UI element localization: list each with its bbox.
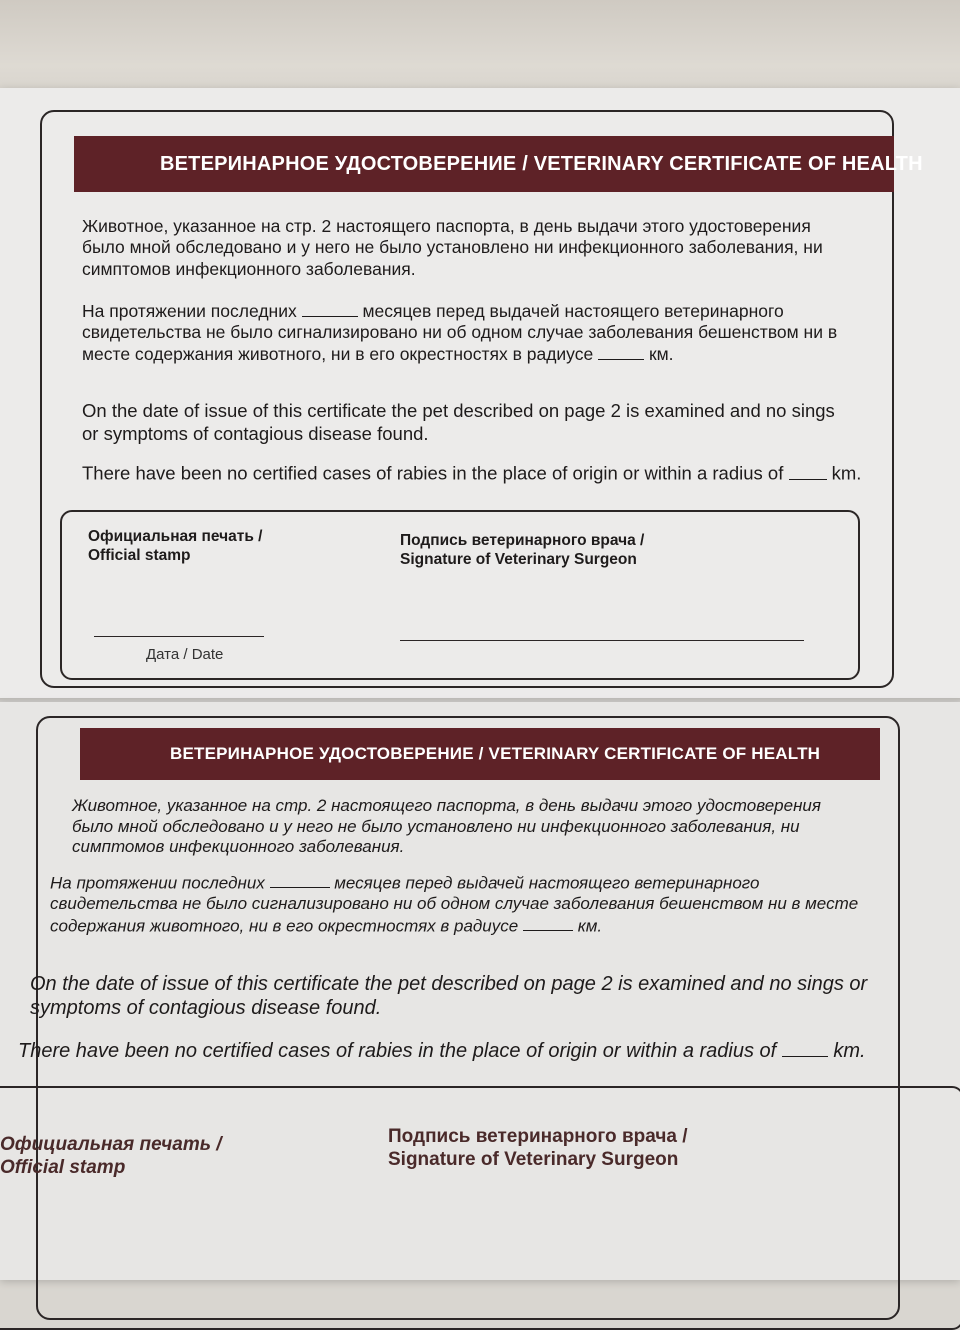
ru-exam-paragraph: Животное, указанное на стр. 2 настоящего паспорта, в день выдачи этого удостоверения было мной обследовано и у него не было установлено ни инфекционного заболевания, ни симптомов инфекционного заболевания.	[72, 796, 821, 857]
radius-blank-ru	[598, 343, 644, 360]
official-stamp-label-en: Official stamp	[88, 546, 191, 564]
ru-exam-paragraph: Животное, указанное на стр. 2 настоящего паспорта, в день выдачи этого удостоверения было мной обследовано и у него не было установлено ни инфекционного заболевания, ни симптомов инфекционного заболевания.	[82, 216, 823, 279]
certificate-page-top	[0, 88, 960, 702]
official-stamp-label-ru: Официальная печать /	[0, 1134, 222, 1155]
official-stamp-label	[0, 1134, 222, 1180]
ru-rabies-paragraph	[50, 872, 860, 937]
ru-rabies-part3: км.	[577, 916, 603, 936]
signature-label-ru: Подпись ветеринарного врача /	[400, 532, 645, 549]
en-rabies-part2: km.	[833, 1040, 866, 1062]
date-line[interactable]	[94, 636, 264, 637]
signature-label	[388, 1126, 687, 1172]
signature-line[interactable]	[400, 640, 804, 641]
ru-rabies-part1: На протяжении последних	[50, 873, 265, 893]
en-rabies-paragraph	[18, 1038, 918, 1063]
date-label: Дата / Date	[146, 646, 224, 663]
stamp-signature-box	[0, 1086, 960, 1330]
certificate-header-text: ВЕТЕРИНАРНОЕ УДОСТОВЕРЕНИЕ / VETERINARY CERTIFICATE OF HEALTH	[160, 152, 923, 175]
radius-blank-en	[789, 462, 827, 480]
official-stamp-label-ru: Официальная печать /	[88, 528, 263, 545]
en-rabies-paragraph	[82, 462, 862, 485]
ru-rabies-part2: месяцев перед выдачей настоящего ветеринарного свидетельства не было сигнализировано ни об одном случае заболевания бешенством ни в месте содержания животного, ни в его окрестностях в радиусе	[50, 873, 859, 936]
radius-blank-en	[782, 1038, 828, 1057]
certificate-header-text: ВЕТЕРИНАРНОЕ УДОСТОВЕРЕНИЕ / VETERINARY CERTIFICATE OF HEALTH	[170, 744, 821, 763]
ru-rabies-paragraph	[82, 300, 844, 366]
signature-label-en: Signature of Veterinary Surgeon	[388, 1148, 679, 1170]
months-blank	[302, 300, 358, 317]
en-rabies-part1: There have been no certified cases of rabies in the place of origin or within a radius of	[82, 462, 784, 484]
en-exam-paragraph: On the date of issue of this certificate the pet described on page 2 is examined and no sings or symptoms of contagious disease found.	[82, 400, 835, 444]
certificate-page-bottom	[0, 702, 960, 1280]
ru-rabies-part3: км.	[648, 344, 674, 365]
en-rabies-part1: There have been no certified cases of rabies in the place of origin or within a radius of	[18, 1040, 777, 1062]
certificate-header	[74, 136, 923, 192]
signature-label-ru: Подпись ветеринарного врача /	[388, 1126, 688, 1147]
en-exam-paragraph: On the date of issue of this certificate the pet described on page 2 is examined and no sings or symptoms of contagious disease found.	[30, 973, 868, 1020]
official-stamp-label	[88, 528, 262, 565]
certificate-header	[80, 728, 880, 780]
months-blank	[270, 872, 330, 888]
radius-blank-ru	[523, 915, 573, 931]
en-rabies-part2: km.	[831, 462, 862, 484]
ru-rabies-part2: месяцев перед выдачей настоящего ветеринарного свидетельства не было сигнализировано ни об одном случае заболевания бешенством ни в месте содержания животного, ни в его окрестностях в радиусе	[82, 300, 838, 365]
signature-label	[400, 532, 644, 569]
official-stamp-label-en: Official stamp	[0, 1156, 126, 1178]
signature-label-en: Signature of Veterinary Surgeon	[400, 550, 637, 568]
ru-rabies-part1: На протяжении последних	[82, 300, 297, 321]
